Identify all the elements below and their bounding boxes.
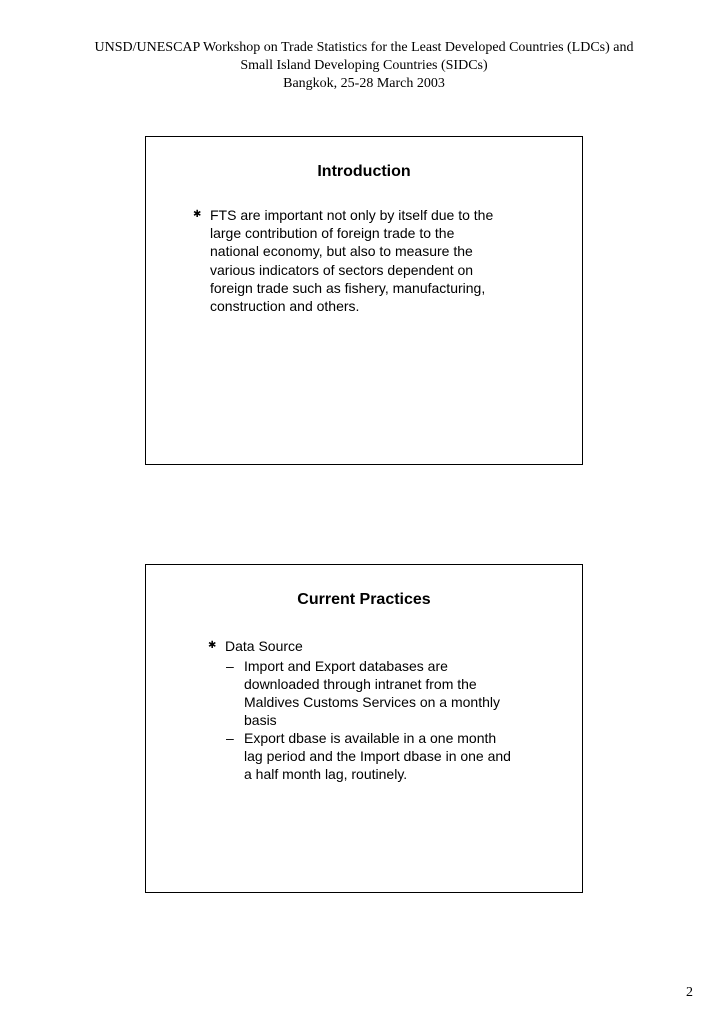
bullet-line: construction and others.	[210, 298, 360, 315]
bullet-line: FTS are important not only by itself due to the	[210, 207, 494, 223]
bullet-line: various indicators of sectors dependent on	[210, 261, 474, 278]
slide-current-practices	[145, 564, 583, 893]
sub-bullet-list	[226, 657, 511, 783]
page-number: 2	[686, 985, 693, 1000]
sub-bullet-line: Maldives Customs Services on a monthly	[244, 694, 500, 710]
bullet-text	[210, 206, 493, 315]
dash-bullet-icon: –	[226, 730, 234, 746]
bullet-label: Data Source	[225, 638, 303, 654]
header-line-2: Small Island Developing Countries (SIDCs)	[240, 58, 488, 73]
slide-title: Current Practices	[297, 591, 431, 608]
sub-bullet-item	[226, 657, 511, 729]
header-line-3: Bangkok, 25-28 March 2003	[283, 76, 445, 91]
bullet-line: foreign trade such as fishery, manufacturing,	[210, 279, 486, 296]
slide-introduction	[145, 136, 583, 465]
asterisk-bullet-icon: ✱	[193, 209, 202, 220]
asterisk-bullet-icon: ✱	[208, 640, 217, 651]
slide-title: Introduction	[317, 163, 411, 180]
sub-bullet-line: basis	[244, 712, 277, 728]
sub-bullet-line: Import and Export databases are	[244, 658, 448, 674]
sub-bullet-item	[226, 729, 511, 783]
bullet-line: national economy, but also to measure the	[210, 243, 473, 260]
header-line-1: UNSD/UNESCAP Workshop on Trade Statistics for the Least Developed Countries (LDCs) and	[94, 40, 634, 55]
sub-bullet-line: Export dbase is available in a one month	[244, 730, 497, 746]
document-header	[0, 39, 728, 93]
sub-bullet-line: downloaded through intranet from the	[244, 676, 477, 692]
dash-bullet-icon: –	[226, 658, 234, 674]
sub-bullet-line: a half month lag, routinely.	[244, 766, 408, 782]
sub-bullet-line: lag period and the Import dbase in one and	[244, 748, 511, 764]
bullet-line: large contribution of foreign trade to the	[210, 225, 455, 242]
